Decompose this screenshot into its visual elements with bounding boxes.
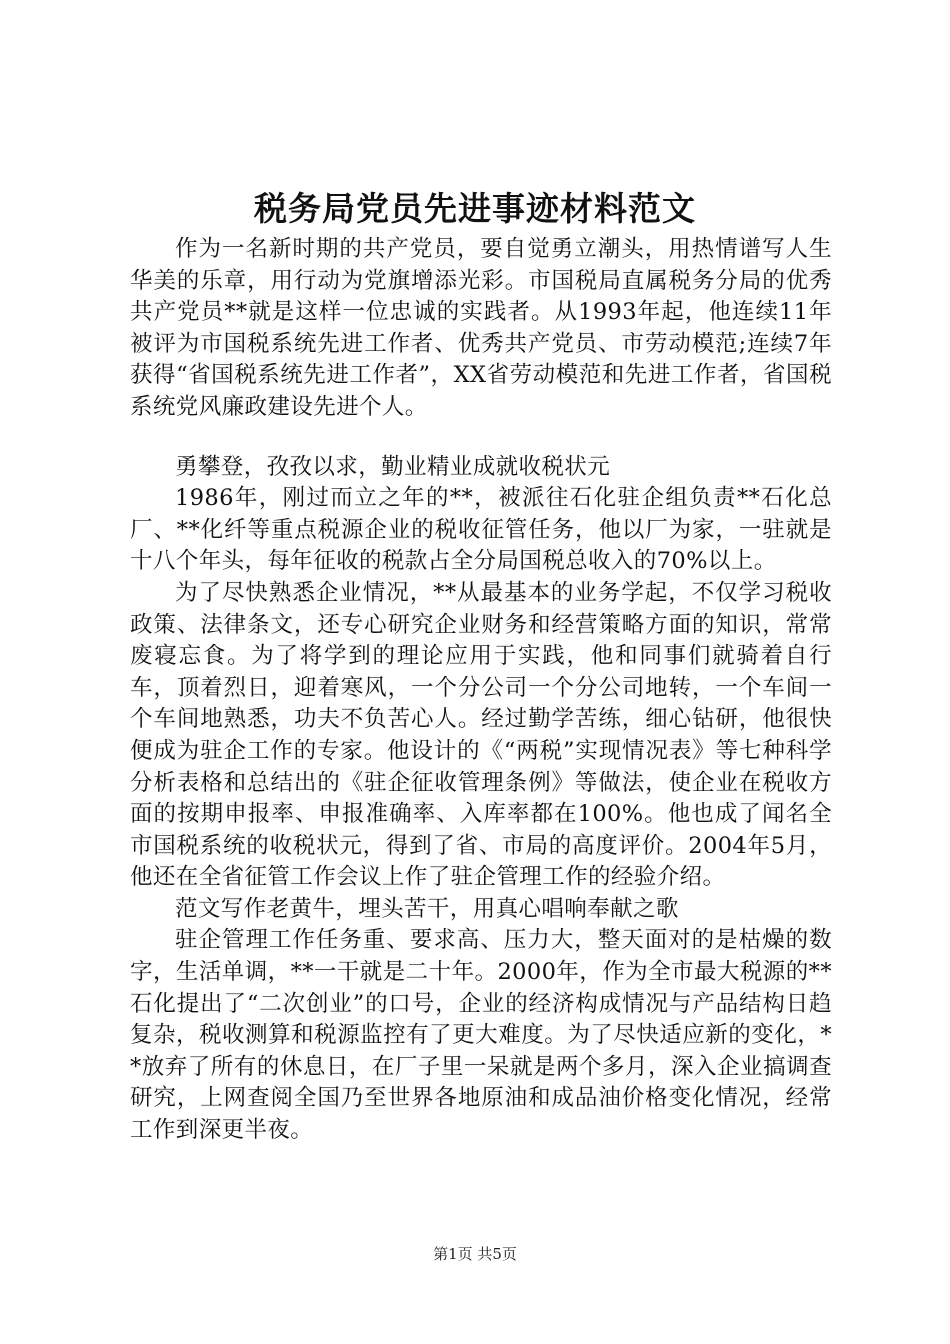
paragraph-dedication: 驻企管理工作任务重、要求高、压力大，整天面对的是枯燥的数字，生活单调，**一干就是二十年。2000年，作为全市最大税源的**石化提出了“二次创业”的口号，企业的经济构成情况与产品结构日趋复杂，税收测算和税源监控有了更大难度。为了尽快适应新的变化，**放弃了所有的休息日，在厂子里一呆就是两个多月，深入企业搞调查研究，上网查阅全国乃至世界各地原油和成品油价格变化情况，经常工作到深更半夜。: [130, 927, 832, 1144]
section-heading-1: 勇攀登，孜孜以求，勤业精业成就收税状元: [175, 453, 611, 480]
paragraph-1986: 1986年，刚过而立之年的**，被派往石化驻企组负责**石化总厂、**化纤等重点税源企业的税收征管任务，他以厂为家，一驻就是十八个年头，每年征收的税款占全分局国税总收入的70%以上。: [130, 485, 832, 575]
page-number-footer: 第1页 共5页: [433, 1245, 517, 1263]
document-title: 税务局党员先进事迹材料范文: [254, 189, 696, 228]
paragraph-learning: 为了尽快熟悉企业情况，**从最基本的业务学起，不仅学习税收政策、法律条文，还专心研究企业财务和经营策略方面的知识，常常废寝忘食。为了将学到的理论应用于实践，他和同事们就骑着自行车，顶着烈日，迎着寒风，一个分公司一个分公司地转，一个车间一个车间地熟悉，功夫不负苦心人。经过勤学苦练，细心钻研，他很快便成为驻企工作的专家。他设计的《“两税”实现情况表》等七种科学分析表格和总结出的《驻企征收管理条例》等做法，使企业在税收方面的按期申报率、申报准确率、入库率都在100%。他也成了闻名全市国税系统的收税状元，得到了省、市局的高度评价。2004年5月，他还在全省征管工作会议上作了驻企管理工作的经验介绍。: [130, 579, 832, 891]
paragraph-intro: 作为一名新时期的共产党员，要自觉勇立潮头，用热情谱写人生华美的乐章，用行动为党旗增添光彩。市国税局直属税务分局的优秀共产党员**就是这样一位忠诚的实践者。从1993年起，他连续11年被评为市国税系统先进工作者、优秀共产党员、市劳动模范;连续7年获得“省国税系统先进工作者”，XX省劳动模范和先进工作者，省国税系统党风廉政建设先进个人。: [130, 236, 832, 420]
section-heading-2: 范文写作老黄牛，埋头苦干，用真心唱响奉献之歌: [175, 895, 679, 922]
document-body: [130, 234, 832, 1147]
